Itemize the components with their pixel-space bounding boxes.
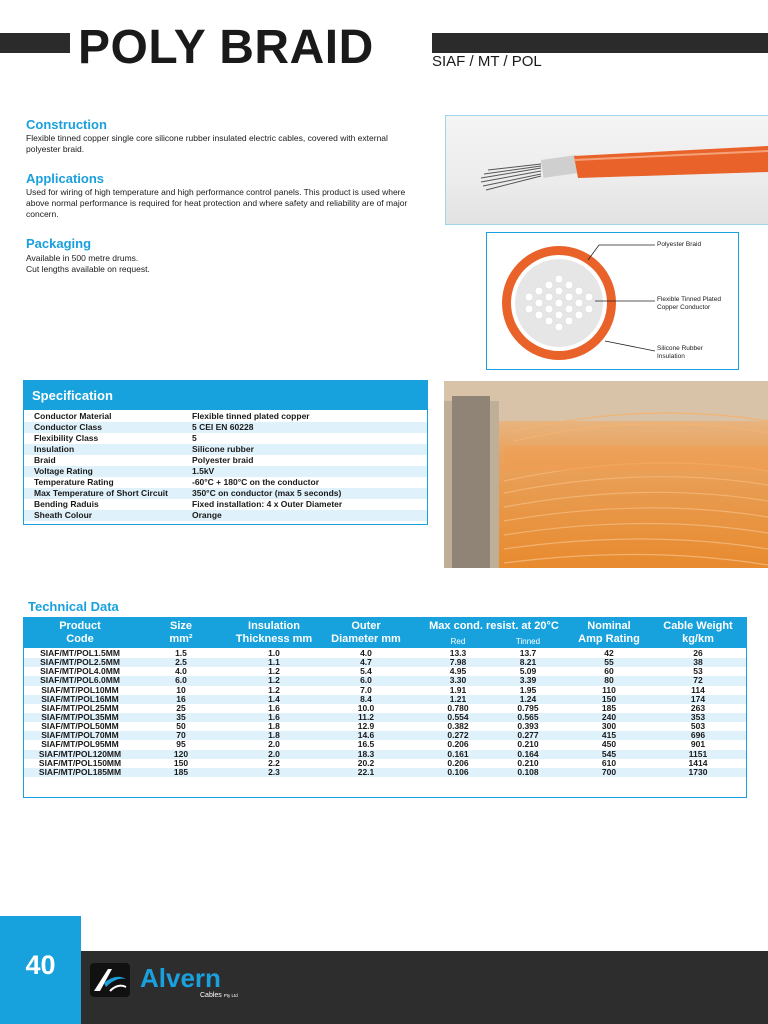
col-product-line2: Code (66, 633, 94, 645)
brand-name: Alvern (140, 963, 221, 993)
cell-outer-diameter: 6.0 (360, 675, 372, 686)
cell-cable-weight: 503 (690, 721, 706, 732)
cell-resist-tinned: 0.795 (517, 702, 539, 713)
cell-resist-tinned: 0.210 (517, 739, 539, 750)
cell-amp-rating: 60 (604, 666, 614, 677)
brand-sub (200, 992, 238, 999)
cell-size: 6.0 (175, 675, 187, 686)
col-size-line1: Size (169, 620, 192, 632)
col-amp (569, 620, 649, 646)
cell-resist-red: 13.3 (449, 648, 467, 658)
construction-text: Flexible tinned copper single core silicone rubber insulated electric cables, covered with external polyester braid. (26, 133, 388, 154)
cell-amp-rating: 55 (604, 657, 614, 668)
brand-sub-mark: Pty Ltd (223, 993, 238, 998)
cell-product-code: SIAF/MT/POL4.0MM (40, 666, 120, 677)
cell-amp-rating: 150 (601, 693, 617, 704)
cell-outer-diameter: 20.2 (357, 757, 375, 768)
cell-outer-diameter: 11.2 (357, 711, 375, 722)
table-row (24, 695, 746, 704)
cell-insulation-thickness: 1.8 (268, 721, 280, 732)
table-row (24, 722, 746, 731)
cell-amp-rating: 700 (601, 766, 617, 777)
cell-size: 10 (176, 684, 186, 695)
cell-insulation-thickness: 1.2 (268, 684, 280, 695)
spec-row (24, 411, 427, 422)
cell-cable-weight: 1414 (688, 757, 708, 768)
cell-resist-red: 0.554 (447, 711, 469, 722)
cell-resist-red: 7.98 (449, 657, 467, 668)
table-row (24, 768, 746, 777)
technical-data-table (23, 617, 747, 798)
col-outer-line1: Outer (351, 620, 381, 632)
cell-resist-red: 0.161 (447, 748, 469, 759)
spec-row (24, 444, 427, 455)
cell-size: 185 (173, 766, 189, 777)
col-resistance-title: Max cond. resist. at 20°C (429, 620, 559, 632)
cell-size: 16 (176, 693, 186, 704)
spec-row (24, 433, 427, 444)
cell-product-code: SIAF/MT/POL70MM (41, 730, 119, 741)
cell-insulation-thickness: 1.2 (268, 675, 280, 686)
cable-drum-photo (444, 381, 768, 568)
spec-row (24, 455, 427, 466)
col-insulation-line1: Insulation (248, 620, 300, 632)
cell-resist-tinned: 8.21 (519, 657, 537, 668)
cell-amp-rating: 80 (604, 675, 614, 686)
spec-key: Temperature Rating (34, 477, 114, 487)
cell-product-code: SIAF/MT/POL10MM (41, 684, 119, 695)
cell-amp-rating: 610 (601, 757, 617, 768)
cell-resist-tinned: 0.164 (517, 748, 539, 759)
cell-insulation-thickness: 2.2 (268, 757, 280, 768)
cell-cable-weight: 114 (691, 684, 705, 695)
col-weight (652, 620, 744, 646)
cell-resist-red: 1.91 (449, 684, 467, 695)
cell-outer-diameter: 7.0 (360, 684, 372, 695)
col-tinned: Tinned (515, 637, 541, 646)
cell-size: 4.0 (175, 666, 187, 677)
label-insulation-1: Silicone Rubber (657, 345, 703, 352)
cell-outer-diameter: 18.3 (357, 748, 375, 759)
cell-resist-red: 0.206 (447, 739, 469, 750)
cell-amp-rating: 185 (601, 702, 617, 713)
cell-product-code: SIAF/MT/POL50MM (41, 721, 119, 732)
col-outer-line2: Diameter mm (331, 633, 401, 645)
table-row (24, 676, 746, 685)
applications-heading: Applications (26, 171, 105, 186)
cell-outer-diameter: 22.1 (357, 766, 375, 777)
cell-size: 2.5 (175, 657, 187, 668)
col-resistance (412, 620, 576, 633)
cell-size: 1.5 (175, 648, 187, 658)
cell-cable-weight: 263 (690, 702, 706, 713)
col-size-line2: mm² (169, 633, 193, 645)
col-product-line1: Product (59, 620, 101, 632)
spec-key: Conductor Class (34, 422, 103, 432)
cell-amp-rating: 545 (601, 748, 617, 759)
cell-resist-red: 0.272 (447, 730, 469, 741)
cell-resist-tinned: 1.95 (519, 684, 537, 695)
spec-key: Voltage Rating (34, 466, 93, 476)
cell-resist-red: 1.21 (449, 693, 467, 704)
spec-key: Bending Raduis (34, 499, 99, 509)
construction-heading: Construction (26, 117, 107, 132)
cell-resist-tinned: 0.277 (517, 730, 539, 741)
col-amp-line2: Amp Rating (578, 633, 640, 645)
cell-size: 70 (176, 730, 186, 741)
cell-cable-weight: 174 (690, 693, 706, 704)
cell-cable-weight: 26 (693, 648, 703, 658)
applications-text: Used for wiring of high temperature and high performance control panels. This product is used where above normal performance is required for heat protection and where safety and reliability are of major concern. (26, 187, 408, 219)
spec-row (24, 510, 427, 521)
cell-cable-weight: 72 (693, 675, 703, 686)
brand-logo (90, 963, 250, 1003)
cell-insulation-thickness: 1.2 (268, 666, 280, 677)
table-row (24, 649, 746, 658)
col-product (24, 620, 136, 646)
cell-insulation-thickness: 1.6 (268, 711, 280, 722)
cell-cable-weight: 696 (690, 730, 706, 741)
cell-resist-tinned: 0.108 (517, 766, 539, 777)
cell-resist-tinned: 1.24 (519, 693, 537, 704)
table-row (24, 658, 746, 667)
technical-data-rows (24, 648, 746, 777)
cell-product-code: SIAF/MT/POL6.0MM (40, 675, 120, 686)
spec-value: 5 (192, 433, 197, 443)
technical-data-header (24, 618, 746, 648)
cell-resist-red: 0.382 (447, 721, 469, 732)
cell-cable-weight: 901 (690, 739, 706, 750)
table-row (24, 731, 746, 740)
cell-outer-diameter: 4.0 (360, 648, 372, 658)
technical-data-heading: Technical Data (28, 599, 119, 614)
header-bar-left (0, 33, 70, 53)
spec-key: Sheath Colour (34, 510, 93, 520)
packaging-line-1: Available in 500 metre drums. (26, 253, 139, 263)
spec-row (24, 477, 427, 488)
cell-amp-rating: 450 (601, 739, 617, 750)
cell-amp-rating: 415 (601, 730, 617, 741)
cell-product-code: SIAF/MT/POL95MM (41, 739, 119, 750)
spec-key: Insulation (34, 444, 75, 454)
cell-resist-red: 0.780 (447, 702, 469, 713)
cell-insulation-thickness: 1.6 (268, 702, 280, 713)
cell-amp-rating: 240 (601, 711, 617, 722)
header-bar-right (432, 33, 768, 53)
spec-value: Fixed installation: 4 x Outer Diameter (192, 499, 343, 509)
cell-resist-tinned: 5.09 (519, 666, 537, 677)
label-conductor-2: Copper Conductor (657, 304, 711, 311)
cell-outer-diameter: 4.7 (360, 657, 372, 668)
cell-product-code: SIAF/MT/POL16MM (41, 693, 119, 704)
col-insulation (224, 620, 324, 646)
cell-insulation-thickness: 2.0 (268, 748, 280, 759)
cell-resist-red: 0.106 (447, 766, 469, 777)
col-weight-line1: Cable Weight (663, 620, 733, 632)
cell-product-code: SIAF/MT/POL25MM (41, 702, 119, 713)
brand-sub-cables: Cables (200, 992, 222, 999)
cell-insulation-thickness: 1.8 (268, 730, 280, 741)
spec-row (24, 422, 427, 433)
cell-outer-diameter: 10.0 (357, 702, 375, 713)
cell-outer-diameter: 12.9 (357, 721, 375, 732)
cell-product-code: SIAF/MT/POL2.5MM (40, 657, 120, 668)
cell-resist-tinned: 0.210 (517, 757, 539, 768)
cell-amp-rating: 110 (602, 684, 616, 695)
cell-resist-red: 3.30 (449, 675, 467, 686)
cell-size: 150 (173, 757, 189, 768)
col-insulation-line2: Thickness mm (235, 633, 313, 645)
spec-value: Polyester braid (192, 455, 254, 465)
cell-insulation-thickness: 1.4 (268, 693, 280, 704)
spec-value: Orange (192, 510, 222, 520)
cell-insulation-thickness: 1.1 (268, 657, 280, 668)
cell-amp-rating: 300 (601, 721, 617, 732)
col-amp-line1: Nominal (587, 620, 631, 632)
table-row (24, 740, 746, 749)
cell-resist-red: 0.206 (447, 757, 469, 768)
table-row (24, 686, 746, 695)
cell-cable-weight: 1151 (688, 748, 708, 759)
brand-mark-icon (90, 963, 130, 997)
spec-key: Braid (34, 455, 56, 465)
table-row (24, 759, 746, 768)
col-red: Red (450, 637, 466, 646)
cable-cross-section-diagram (486, 232, 739, 370)
col-size (151, 620, 211, 646)
cell-outer-diameter: 16.5 (357, 739, 375, 750)
spec-row (24, 488, 427, 499)
cell-cable-weight: 53 (693, 666, 703, 677)
spec-key: Max Temperature of Short Circuit (34, 488, 168, 498)
packaging-line-2: Cut lengths available on request. (26, 264, 150, 274)
col-outer (321, 620, 411, 646)
col-weight-line2: kg/km (682, 633, 714, 645)
specification-rows (24, 410, 427, 521)
cell-insulation-thickness: 2.0 (268, 739, 280, 750)
spec-row (24, 499, 427, 510)
spec-value: Silicone rubber (192, 444, 254, 454)
cell-resist-tinned: 0.393 (517, 721, 539, 732)
specification-heading: Specification (24, 381, 427, 410)
spec-key: Flexibility Class (34, 433, 99, 443)
spec-value: 350°C on conductor (max 5 seconds) (192, 488, 342, 498)
spec-value: Flexible tinned plated copper (192, 411, 310, 421)
cell-insulation-thickness: 1.0 (268, 648, 280, 658)
page-subtitle: SIAF / MT / POL (432, 53, 542, 70)
cell-product-code: SIAF/MT/POL120MM (38, 748, 122, 759)
spec-row (24, 466, 427, 477)
spec-value: -60°C + 180°C on the conductor (192, 477, 320, 487)
label-polyester-braid: Polyester Braid (657, 241, 702, 248)
cable-photo (445, 115, 768, 225)
label-conductor-1: Flexible Tinned Plated (657, 296, 721, 303)
cell-size: 50 (176, 721, 186, 732)
page-number: 40 (25, 950, 56, 980)
cell-size: 120 (173, 748, 189, 759)
cell-outer-diameter: 8.4 (360, 693, 372, 704)
cell-resist-tinned: 3.39 (519, 675, 537, 686)
cell-product-code: SIAF/MT/POL150MM (38, 757, 122, 768)
cell-resist-tinned: 0.565 (517, 711, 539, 722)
cell-product-code: SIAF/MT/POL35MM (41, 711, 119, 722)
cell-resist-tinned: 13.7 (519, 648, 537, 658)
label-insulation-2: Insulation (657, 353, 685, 360)
packaging-heading: Packaging (26, 236, 92, 251)
cell-product-code: SIAF/MT/POL185MM (38, 766, 122, 777)
cell-product-code: SIAF/MT/POL1.5MM (40, 648, 120, 658)
cell-resist-red: 4.95 (449, 666, 467, 677)
cell-cable-weight: 353 (690, 711, 706, 722)
spec-key: Conductor Material (34, 411, 112, 421)
table-row (24, 750, 746, 759)
table-row (24, 704, 746, 713)
cell-cable-weight: 1730 (688, 766, 708, 777)
cell-outer-diameter: 5.4 (360, 666, 372, 677)
cell-insulation-thickness: 2.3 (268, 766, 280, 777)
spec-value: 1.5kV (192, 466, 215, 476)
cell-size: 95 (176, 739, 186, 750)
page-title: POLY BRAID (78, 21, 374, 74)
table-row (24, 667, 746, 676)
specification-table (23, 380, 428, 525)
cell-outer-diameter: 14.6 (357, 730, 375, 741)
spec-value: 5 CEI EN 60228 (192, 422, 254, 432)
cell-cable-weight: 38 (693, 657, 703, 668)
cell-size: 25 (176, 702, 186, 713)
table-row (24, 713, 746, 722)
cell-size: 35 (176, 711, 186, 722)
cell-amp-rating: 42 (604, 648, 614, 658)
